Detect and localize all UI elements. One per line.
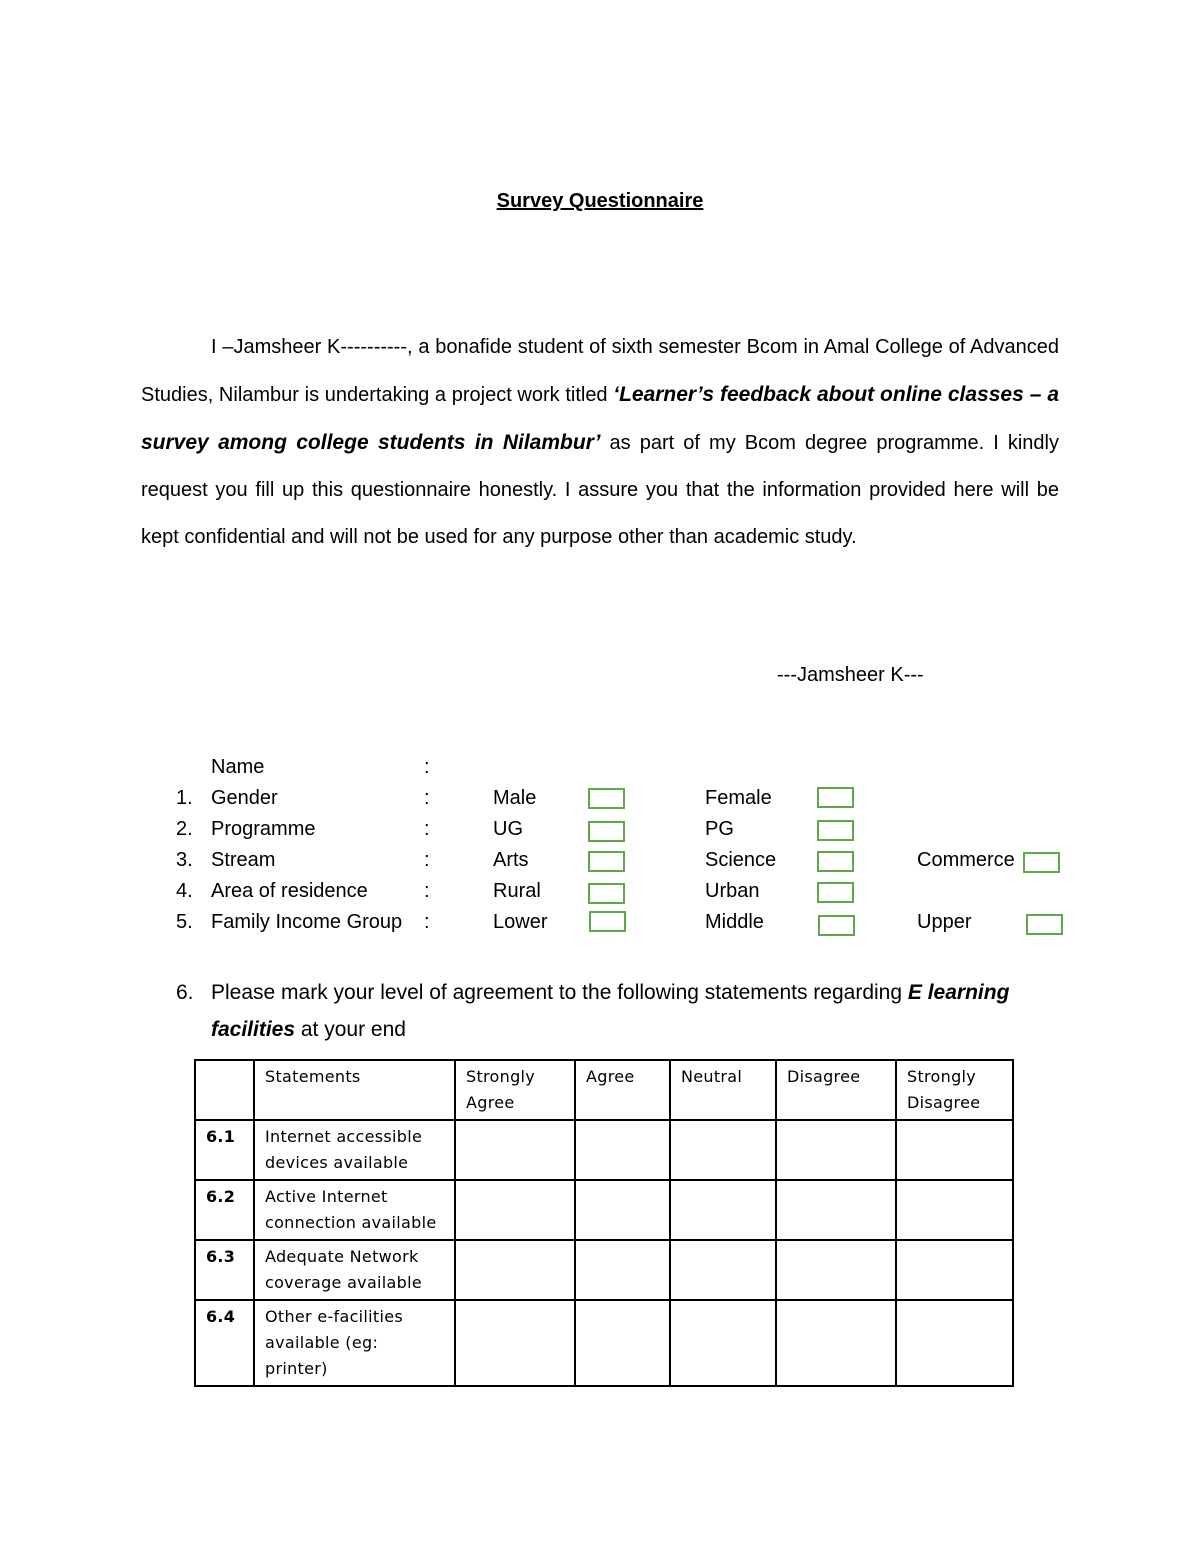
field-label: Programme [211,818,316,840]
option-label-upper: Upper [917,911,972,933]
intro-paragraph [141,324,1059,561]
checkbox-male[interactable] [588,788,625,809]
response-cell-strongly-agree[interactable] [455,1240,575,1300]
row-id: 6.1 [195,1120,254,1180]
field-colon: : [424,787,430,809]
response-cell-strongly-disagree[interactable] [896,1300,1013,1386]
field-label: Name [211,756,265,778]
response-cell-strongly-agree[interactable] [455,1120,575,1180]
response-cell-strongly-disagree[interactable] [896,1240,1013,1300]
table-row [195,1300,1013,1386]
project-title: ‘Learner’s feedback about online classes – a survey among college students in Nilambur’ [141,383,1060,454]
question-text [211,974,1061,1048]
response-cell-strongly-agree[interactable] [455,1180,575,1240]
header-cell-agree: Agree [575,1060,670,1120]
field-number: 5. [176,911,193,933]
row-statement: Internet accessible devices available [254,1120,455,1180]
option-label-science: Science [705,849,777,871]
question-emphasis: E learning facilities [211,981,1010,1041]
response-cell-disagree[interactable] [776,1120,896,1180]
response-cell-neutral[interactable] [670,1240,776,1300]
question-number: 6. [176,981,194,1004]
option-label-lower: Lower [493,911,548,933]
response-cell-strongly-disagree[interactable] [896,1120,1013,1180]
checkbox-urban[interactable] [817,882,854,903]
checkbox-middle[interactable] [818,915,855,936]
field-number: 1. [176,787,193,809]
table-header-row [195,1060,1013,1120]
checkbox-lower[interactable] [589,911,626,932]
header-cell-neutral: Neutral [670,1060,776,1120]
response-cell-strongly-agree[interactable] [455,1300,575,1386]
intro-text-start: I –Jamsheer K----------, a bonafide student of sixth semester Bcom in Amal College of Advanced Studies, Nilambur is undertaking a project work titled [141,336,1059,406]
response-cell-disagree[interactable] [776,1180,896,1240]
field-programme [0,818,1200,849]
field-label: Family Income Group [211,911,403,933]
field-number: 2. [176,818,193,840]
header-cell-statements: Statements [254,1060,455,1120]
response-cell-agree[interactable] [575,1180,670,1240]
option-label-ug: UG [493,818,523,840]
option-label-female: Female [705,787,772,809]
field-label: Stream [211,849,276,871]
option-label-middle: Middle [705,911,764,933]
checkbox-science[interactable] [817,851,854,872]
response-cell-agree[interactable] [575,1300,670,1386]
field-label: Area of residence [211,880,368,902]
field-label: Gender [211,787,278,809]
field-colon: : [424,818,430,840]
question-text-start: Please mark your level of agreement to the following statements regarding [211,981,908,1004]
field-gender [0,787,1200,818]
response-cell-neutral[interactable] [670,1180,776,1240]
option-label-rural: Rural [493,880,541,902]
field-colon: : [424,849,430,871]
field-number: 4. [176,880,193,902]
response-cell-neutral[interactable] [670,1300,776,1386]
row-id: 6.4 [195,1300,254,1386]
signature: ---Jamsheer K--- [777,664,924,686]
question-text-end: at your end [295,1018,406,1041]
agreement-table [194,1059,1014,1387]
option-label-male: Male [493,787,537,809]
intro-text-end: as part of my Bcom degree programme. I kindly request you fill up this questionnaire honestly. I assure you that the information provided here will be kept confidential and will not be used for any purpose other than academic study. [141,432,1059,548]
response-cell-disagree[interactable] [776,1300,896,1386]
checkbox-rural[interactable] [588,883,625,904]
row-statement: Adequate Network coverage available [254,1240,455,1300]
field-colon: : [424,756,430,778]
header-cell-disagree: Disagree [776,1060,896,1120]
table-row [195,1240,1013,1300]
header-cell-strongly-agree: Strongly Agree [455,1060,575,1120]
row-id: 6.2 [195,1180,254,1240]
field-colon: : [424,880,430,902]
response-cell-agree[interactable] [575,1120,670,1180]
checkbox-ug[interactable] [588,821,625,842]
field-number: 3. [176,849,193,871]
field-residence [0,880,1200,911]
checkbox-arts[interactable] [588,851,625,872]
field-stream [0,849,1200,880]
checkbox-pg[interactable] [817,820,854,841]
field-colon: : [424,911,430,933]
header-cell-strongly-disagree: Strongly Disagree [896,1060,1013,1120]
response-cell-neutral[interactable] [670,1120,776,1180]
response-cell-strongly-disagree[interactable] [896,1180,1013,1240]
response-cell-disagree[interactable] [776,1240,896,1300]
field-name [0,756,1200,787]
option-label-commerce: Commerce [917,849,1015,871]
row-statement: Active Internet connection available [254,1180,455,1240]
table-row [195,1120,1013,1180]
row-statement: Other e-facilities available (eg: printer) [254,1300,455,1386]
option-label-pg: PG [705,818,734,840]
response-cell-agree[interactable] [575,1240,670,1300]
header-cell-id [195,1060,254,1120]
option-label-urban: Urban [705,880,760,902]
checkbox-female[interactable] [817,787,854,808]
checkbox-commerce[interactable] [1023,852,1060,873]
option-label-arts: Arts [493,849,529,871]
checkbox-upper[interactable] [1026,914,1063,935]
page-title: Survey Questionnaire [496,190,704,212]
table-row [195,1180,1013,1240]
field-income [0,911,1200,942]
row-id: 6.3 [195,1240,254,1300]
